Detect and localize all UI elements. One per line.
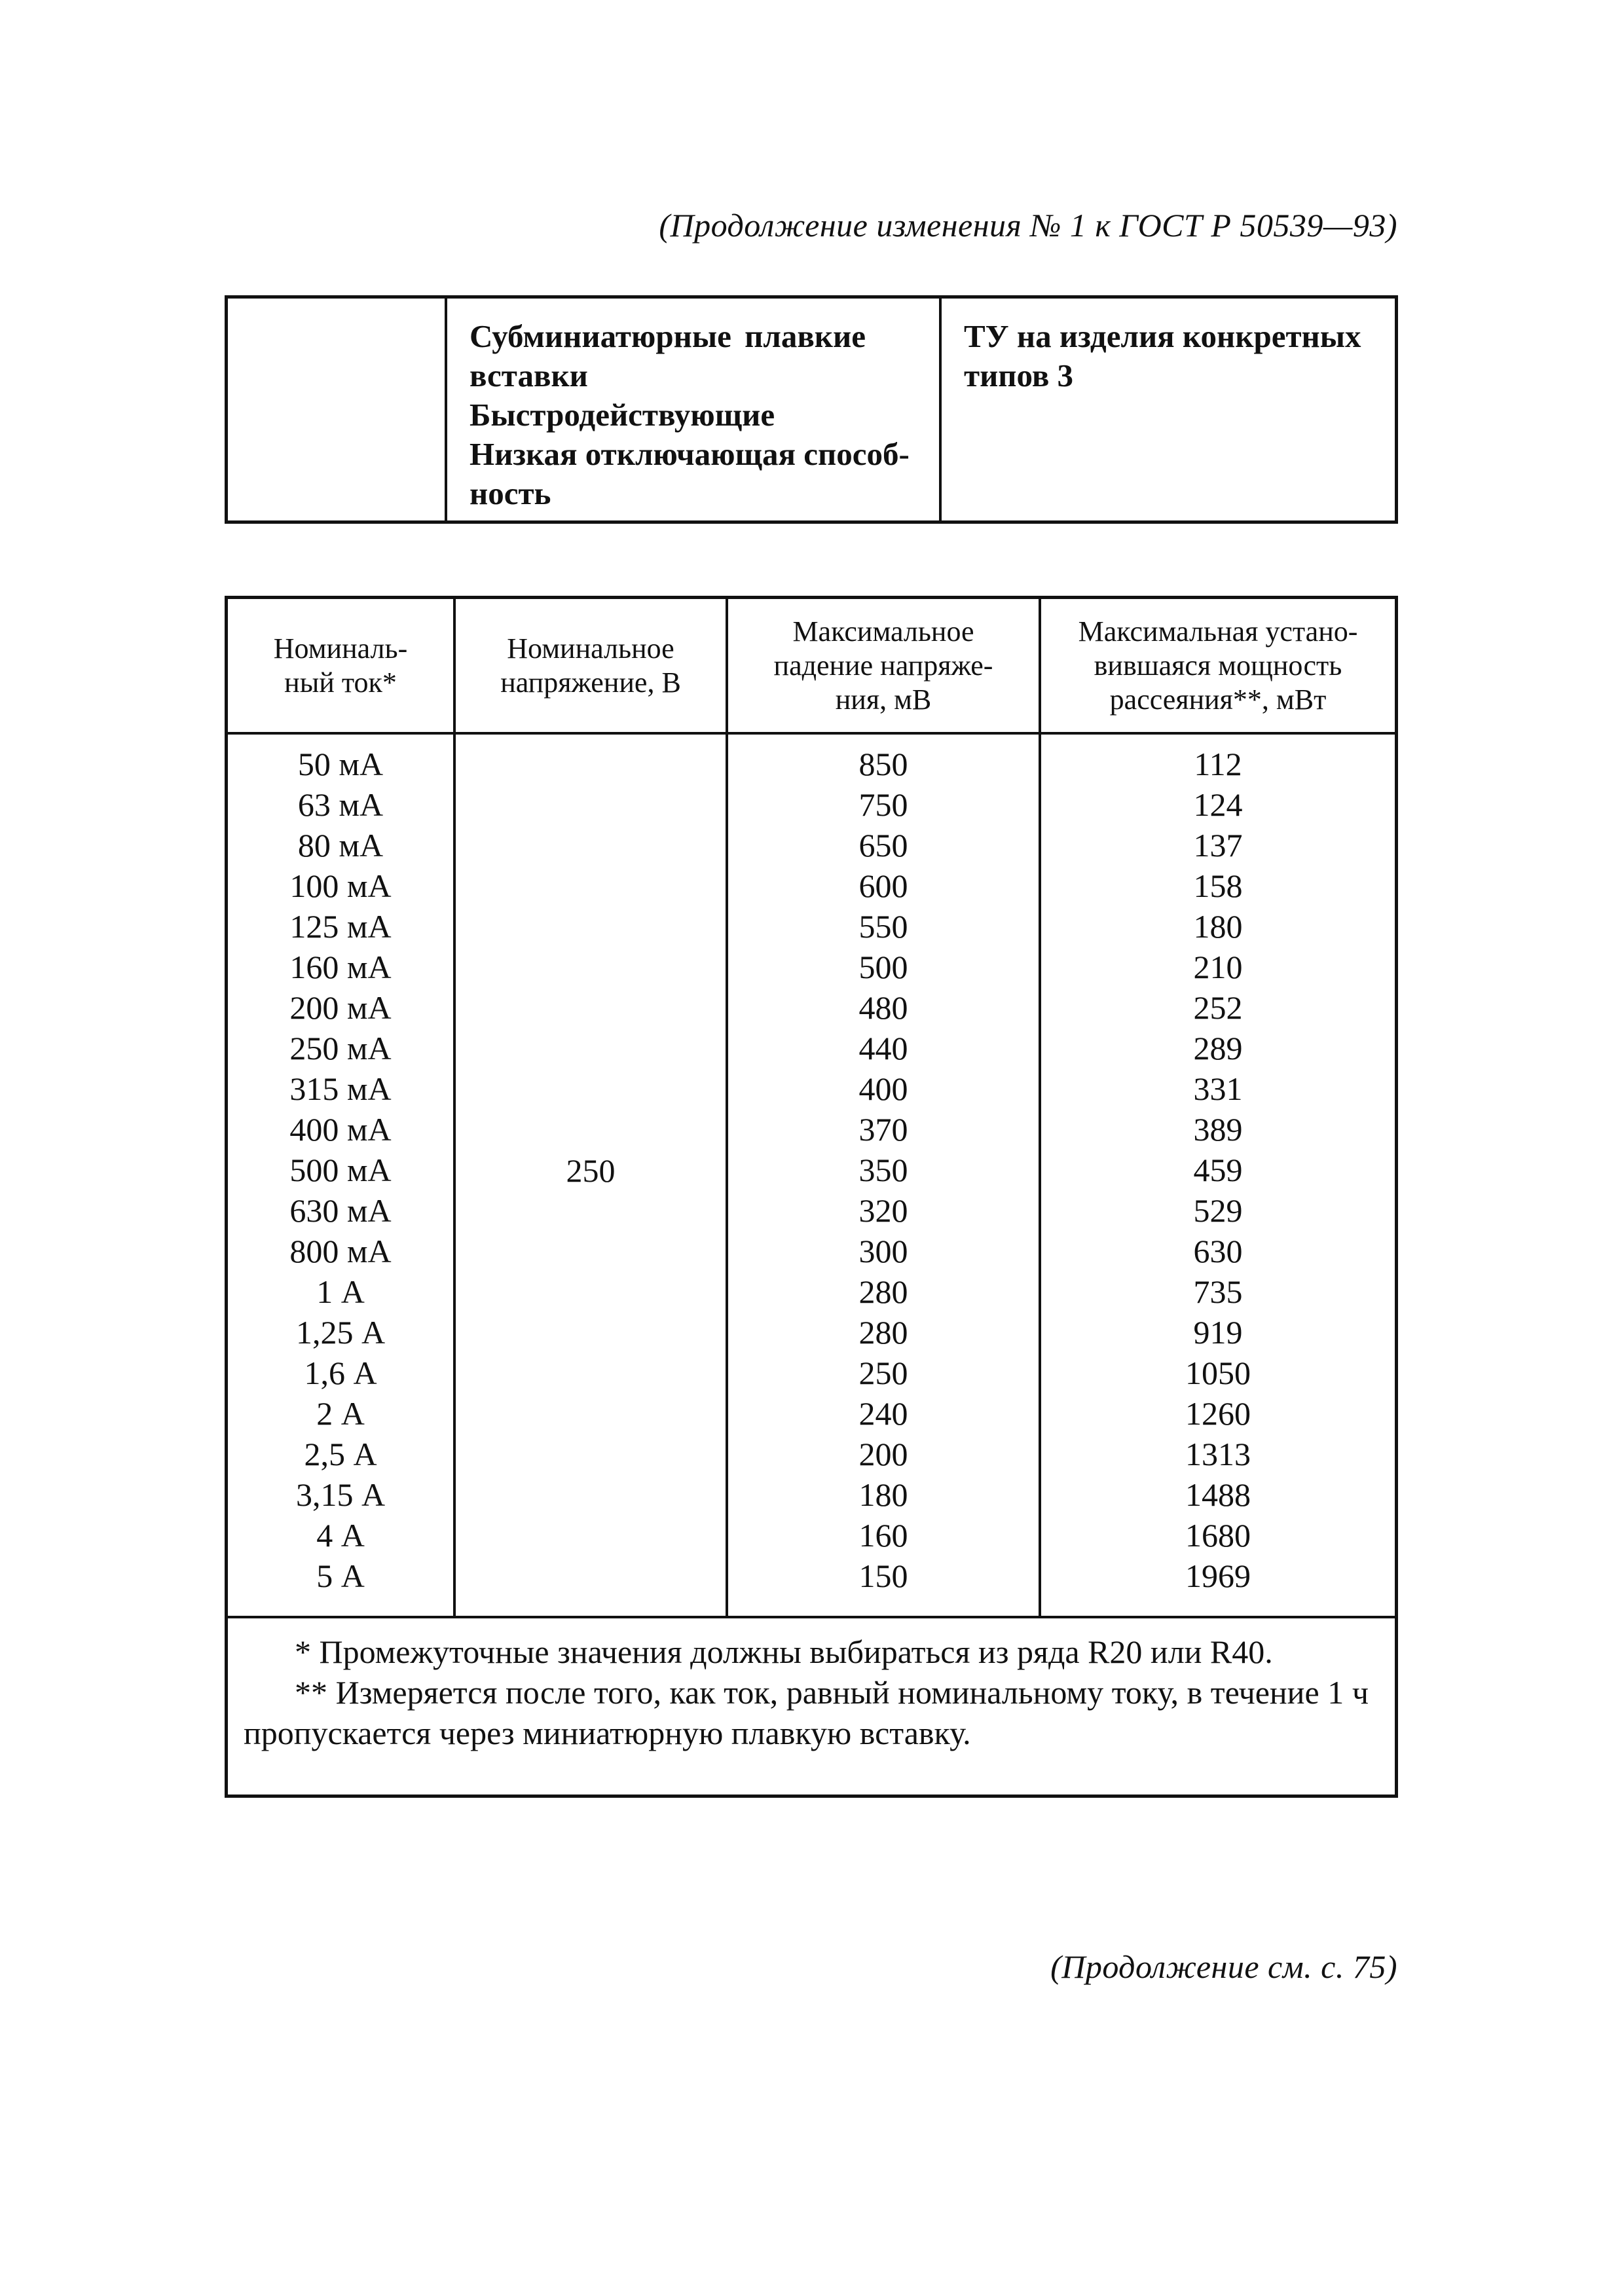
table-row bbox=[228, 987, 1395, 1028]
cell-max-voltage-drop: 550 bbox=[858, 908, 908, 945]
cell-rated-current: 2 А bbox=[316, 1395, 365, 1432]
cell-max-voltage-drop: 320 bbox=[858, 1192, 908, 1229]
top-table-cell-1 bbox=[228, 299, 447, 520]
cell-max-power-dissipation: 1260 bbox=[1185, 1395, 1251, 1432]
top-cell-3-line: ТУ на изделия конкретных bbox=[964, 318, 1361, 354]
table-row bbox=[228, 1515, 1395, 1556]
table-row bbox=[228, 1150, 1395, 1190]
cell-max-voltage-drop: 650 bbox=[858, 827, 908, 864]
table-row bbox=[228, 1231, 1395, 1271]
cell-max-voltage-drop: 600 bbox=[858, 867, 908, 904]
cell-rated-current: 125 мА bbox=[289, 908, 392, 945]
cell-rated-current: 1 А bbox=[316, 1273, 365, 1310]
cell-max-voltage-drop: 200 bbox=[858, 1436, 908, 1472]
footer-continuation: (Продолжение см. с. 75) bbox=[1050, 1948, 1397, 1985]
table-notes bbox=[228, 1616, 1395, 1795]
table-row bbox=[228, 1312, 1395, 1353]
cell-max-power-dissipation: 389 bbox=[1193, 1111, 1243, 1148]
cell-max-power-dissipation: 529 bbox=[1193, 1192, 1243, 1229]
header-line: рассеяния**, мВт bbox=[1109, 683, 1327, 716]
cell-max-voltage-drop: 850 bbox=[858, 746, 908, 782]
top-table-cell-2 bbox=[447, 299, 942, 520]
rated-voltage-value: 250 bbox=[566, 1152, 616, 1189]
table-row bbox=[228, 1556, 1395, 1596]
cell-rated-current: 1,6 А bbox=[304, 1355, 377, 1391]
cell-max-voltage-drop: 280 bbox=[858, 1273, 908, 1310]
top-table bbox=[225, 295, 1398, 524]
cell-rated-current: 400 мА bbox=[289, 1111, 392, 1148]
table-row bbox=[228, 1434, 1395, 1474]
top-cell-2-line: ность bbox=[470, 475, 551, 511]
table-row bbox=[228, 1068, 1395, 1109]
header-line: Номинальное bbox=[507, 632, 674, 665]
cell-rated-current: 63 мА bbox=[297, 786, 384, 823]
cell-max-power-dissipation: 1488 bbox=[1185, 1476, 1251, 1513]
table-row bbox=[228, 1393, 1395, 1434]
header-rated-voltage bbox=[456, 599, 726, 732]
table-row bbox=[228, 906, 1395, 947]
fuse-parameters-table bbox=[225, 596, 1398, 1798]
cell-max-power-dissipation: 210 bbox=[1193, 949, 1243, 985]
header-max-voltage-drop bbox=[728, 599, 1039, 732]
cell-rated-current: 800 мА bbox=[289, 1233, 392, 1269]
cell-rated-current: 1,25 А bbox=[295, 1314, 386, 1351]
top-cell-2-line: Быстродействующие bbox=[470, 397, 775, 433]
table-row bbox=[228, 1353, 1395, 1393]
cell-max-voltage-drop: 440 bbox=[858, 1030, 908, 1066]
cell-rated-current: 500 мА bbox=[289, 1152, 392, 1188]
table-row bbox=[228, 1028, 1395, 1068]
cell-max-voltage-drop: 280 bbox=[858, 1314, 908, 1351]
header-continuation: (Продолжение изменения № 1 к ГОСТ Р 50539—93) bbox=[659, 207, 1397, 244]
table-row bbox=[228, 947, 1395, 987]
cell-max-power-dissipation: 112 bbox=[1194, 746, 1242, 782]
cell-rated-current: 4 А bbox=[316, 1517, 365, 1554]
cell-rated-current: 200 мА bbox=[289, 989, 392, 1026]
cell-max-voltage-drop: 400 bbox=[858, 1070, 908, 1107]
cell-max-power-dissipation: 158 bbox=[1193, 867, 1243, 904]
cell-max-voltage-drop: 480 bbox=[858, 989, 908, 1026]
cell-rated-current: 250 мА bbox=[289, 1030, 392, 1066]
header-rated-current bbox=[228, 599, 453, 732]
header-line: Максимальная устано- bbox=[1078, 615, 1358, 647]
cell-max-voltage-drop: 240 bbox=[858, 1395, 908, 1432]
cell-max-power-dissipation: 289 bbox=[1193, 1030, 1243, 1066]
header-line: Номиналь- bbox=[273, 632, 408, 665]
top-cell-2-line: вставки bbox=[470, 357, 588, 393]
cell-rated-current: 630 мА bbox=[289, 1192, 392, 1229]
cell-rated-current: 5 А bbox=[316, 1558, 365, 1594]
cell-max-voltage-drop: 350 bbox=[858, 1152, 908, 1188]
cell-max-power-dissipation: 459 bbox=[1193, 1152, 1243, 1188]
table-row bbox=[228, 744, 1395, 784]
header-max-power-dissipation bbox=[1041, 599, 1395, 732]
table-row bbox=[228, 1474, 1395, 1515]
table-header-row bbox=[228, 599, 1395, 735]
cell-max-power-dissipation: 735 bbox=[1193, 1273, 1243, 1310]
cell-max-voltage-drop: 750 bbox=[858, 786, 908, 823]
table-row bbox=[228, 1271, 1395, 1312]
table-row bbox=[228, 1109, 1395, 1150]
top-cell-2-line: Субминиатюрные плавкие bbox=[470, 318, 866, 354]
cell-max-power-dissipation: 124 bbox=[1193, 786, 1243, 823]
cell-rated-current: 100 мА bbox=[289, 867, 392, 904]
cell-max-power-dissipation: 1050 bbox=[1185, 1355, 1251, 1391]
cell-max-power-dissipation: 919 bbox=[1193, 1314, 1243, 1351]
cell-max-power-dissipation: 137 bbox=[1193, 827, 1243, 864]
cell-max-power-dissipation: 1969 bbox=[1185, 1558, 1251, 1594]
cell-rated-current: 160 мА bbox=[289, 949, 392, 985]
cell-max-power-dissipation: 180 bbox=[1193, 908, 1243, 945]
header-line: падение напряже- bbox=[773, 649, 993, 682]
note-footnote-2: ** Измеряется после того, как ток, равный номинальному току, в течение 1 ч пропускается через миниатюрную плавкую вставку. bbox=[244, 1674, 1369, 1751]
cell-max-power-dissipation: 1313 bbox=[1185, 1436, 1251, 1472]
cell-max-voltage-drop: 160 bbox=[858, 1517, 908, 1554]
cell-max-voltage-drop: 300 bbox=[858, 1233, 908, 1269]
cell-max-power-dissipation: 331 bbox=[1193, 1070, 1243, 1107]
cell-max-power-dissipation: 1680 bbox=[1185, 1517, 1251, 1554]
note-footnote-1: * Промежуточные значения должны выбираться из ряда R20 или R40. bbox=[295, 1633, 1273, 1670]
cell-rated-current: 315 мА bbox=[289, 1070, 392, 1107]
top-cell-3-line: типов 3 bbox=[964, 357, 1074, 393]
cell-rated-current: 80 мА bbox=[297, 827, 384, 864]
top-cell-2-line: Низкая отключающая способ- bbox=[470, 436, 910, 472]
cell-rated-current: 2,5 А bbox=[304, 1436, 377, 1472]
cell-max-voltage-drop: 250 bbox=[858, 1355, 908, 1391]
cell-max-voltage-drop: 180 bbox=[858, 1476, 908, 1513]
table-row bbox=[228, 825, 1395, 866]
table-row bbox=[228, 866, 1395, 906]
cell-max-power-dissipation: 252 bbox=[1193, 989, 1243, 1026]
cell-max-voltage-drop: 370 bbox=[858, 1111, 908, 1148]
header-line: ный ток* bbox=[284, 666, 397, 699]
cell-max-voltage-drop: 150 bbox=[858, 1558, 908, 1594]
cell-max-voltage-drop: 500 bbox=[858, 949, 908, 985]
table-row bbox=[228, 784, 1395, 825]
cell-rated-current: 50 мА bbox=[297, 746, 384, 782]
table-row bbox=[228, 1190, 1395, 1231]
top-table-cell-3 bbox=[942, 299, 1395, 520]
cell-rated-current: 3,15 А bbox=[295, 1476, 386, 1513]
header-line: Максимальное bbox=[792, 615, 974, 647]
header-line: ния, мВ bbox=[835, 683, 932, 716]
cell-max-power-dissipation: 630 bbox=[1193, 1233, 1243, 1269]
header-line: вившаяся мощность bbox=[1094, 649, 1342, 682]
header-line: напряжение, В bbox=[500, 666, 681, 699]
